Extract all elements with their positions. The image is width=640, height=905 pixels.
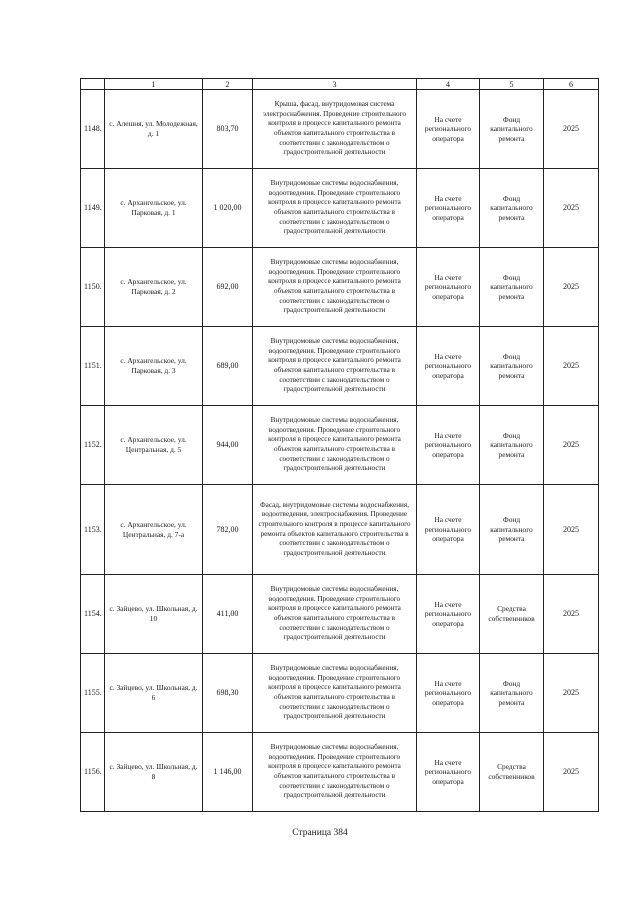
account-cell: На счете регионального оператора [417,169,480,248]
account-cell: На счете регионального оператора [417,485,480,575]
column-header: 6 [544,79,599,90]
works-cell: Внутридомовые системы водоснабжения, водоотведения. Проведение строительного контроля в процессе капитального ремонта объектов капитального строительства в соответствии с законодательством о градостроительной деятельности [253,406,417,485]
column-header: 4 [417,79,480,90]
table-row [81,248,599,327]
address-cell: с. Архангельское, ул. Центральная, д. 5 [105,406,203,485]
row-number: 1156. [81,733,105,812]
area-cell: 803,70 [203,90,253,169]
account-cell: На счете регионального оператора [417,575,480,654]
works-cell: Внутридомовые системы водоснабжения, водоотведения. Проведение строительного контроля в процессе капитального ремонта объектов капитального строительства в соответствии с законодательством о градостроительной деятельности [253,575,417,654]
address-cell: с. Зайцево, ул. Школьная, д. 6 [105,654,203,733]
works-cell: Внутридомовые системы водоснабжения, водоотведения. Проведение строительного контроля в процессе капитального ремонта объектов капитального строительства в соответствии с законодательством о градостроительной деятельности [253,327,417,406]
works-cell: Внутридомовые системы водоснабжения, водоотведения. Проведение строительного контроля в процессе капитального ремонта объектов капитального строительства в соответствии с законодательством о градостроительной деятельности [253,248,417,327]
address-cell: с. Архангельское, ул. Парковая, д. 1 [105,169,203,248]
account-cell: На счете регионального оператора [417,90,480,169]
area-cell: 698,30 [203,654,253,733]
area-cell: 689,00 [203,327,253,406]
funding-cell: Фонд капитального ремонта [480,654,544,733]
area-cell: 411,00 [203,575,253,654]
table-row [81,90,599,169]
row-number: 1152. [81,406,105,485]
table-row [81,654,599,733]
column-header: 3 [253,79,417,90]
row-number: 1154. [81,575,105,654]
column-header: 1 [105,79,203,90]
account-cell: На счете регионального оператора [417,733,480,812]
row-number: 1153. [81,485,105,575]
year-cell: 2025 [544,654,599,733]
funding-cell: Средства собственников [480,575,544,654]
column-number-row [81,79,599,90]
works-cell: Внутридомовые системы водоснабжения, водоотведения. Проведение строительного контроля в процессе капитального ремонта объектов капитального строительства в соответствии с законодательством о градостроительной деятельности [253,733,417,812]
year-cell: 2025 [544,406,599,485]
year-cell: 2025 [544,733,599,812]
funding-cell: Фонд капитального ремонта [480,90,544,169]
row-number: 1149. [81,169,105,248]
address-cell: с. Архангельское, ул. Парковая, д. 2 [105,248,203,327]
area-cell: 944,00 [203,406,253,485]
address-cell: с. Алешня, ул. Молодежная, д. 1 [105,90,203,169]
address-cell: с. Зайцево, ул. Школьная, д. 8 [105,733,203,812]
area-cell: 782,00 [203,485,253,575]
year-cell: 2025 [544,248,599,327]
year-cell: 2025 [544,327,599,406]
address-cell: с. Архангельское, ул. Парковая, д. 3 [105,327,203,406]
row-number: 1155. [81,654,105,733]
works-cell: Внутридомовые системы водоснабжения, водоотведения. Проведение строительного контроля в процессе капитального ремонта объектов капитального строительства в соответствии с законодательством о градостроительной деятельности [253,654,417,733]
column-header [81,79,105,90]
year-cell: 2025 [544,90,599,169]
row-number: 1150. [81,248,105,327]
account-cell: На счете регионального оператора [417,248,480,327]
address-cell: с. Архангельское, ул. Центральная, д. 7-а [105,485,203,575]
row-number: 1151. [81,327,105,406]
account-cell: На счете регионального оператора [417,654,480,733]
funding-cell: Фонд капитального ремонта [480,169,544,248]
year-cell: 2025 [544,169,599,248]
document-page [80,78,598,812]
address-cell: с. Зайцево, ул. Школьная, д. 10 [105,575,203,654]
row-number: 1148. [81,90,105,169]
area-cell: 1 020,00 [203,169,253,248]
page-number: Страница 384 [292,828,348,838]
area-cell: 692,00 [203,248,253,327]
column-header: 5 [480,79,544,90]
year-cell: 2025 [544,575,599,654]
works-cell: Фасад, внутридомовые системы водоснабжения, водоотведения, электроснабжения. Проведение строительного контроля в процессе капитального ремонта объектов капитального строительства в соответствии с законодательством о градостроительной деятельности [253,485,417,575]
funding-cell: Фонд капитального ремонта [480,406,544,485]
capital-repair-table [80,78,599,812]
table-row [81,485,599,575]
account-cell: На счете регионального оператора [417,327,480,406]
year-cell: 2025 [544,485,599,575]
funding-cell: Фонд капитального ремонта [480,327,544,406]
works-cell: Крыша, фасад, внутридомовая система электроснабжения. Проведение строительного контроля в процессе капитального ремонта объектов капитального строительства в соответствии с законодательством о градостроительной деятельности [253,90,417,169]
table-row [81,327,599,406]
table-row [81,169,599,248]
funding-cell: Фонд капитального ремонта [480,485,544,575]
table-row [81,406,599,485]
account-cell: На счете регионального оператора [417,406,480,485]
table-row [81,733,599,812]
funding-cell: Фонд капитального ремонта [480,248,544,327]
column-header: 2 [203,79,253,90]
area-cell: 1 146,00 [203,733,253,812]
funding-cell: Средства собственников [480,733,544,812]
works-cell: Внутридомовые системы водоснабжения, водоотведения. Проведение строительного контроля в процессе капитального ремонта объектов капитального строительства в соответствии с законодательством о градостроительной деятельности [253,169,417,248]
table-row [81,575,599,654]
